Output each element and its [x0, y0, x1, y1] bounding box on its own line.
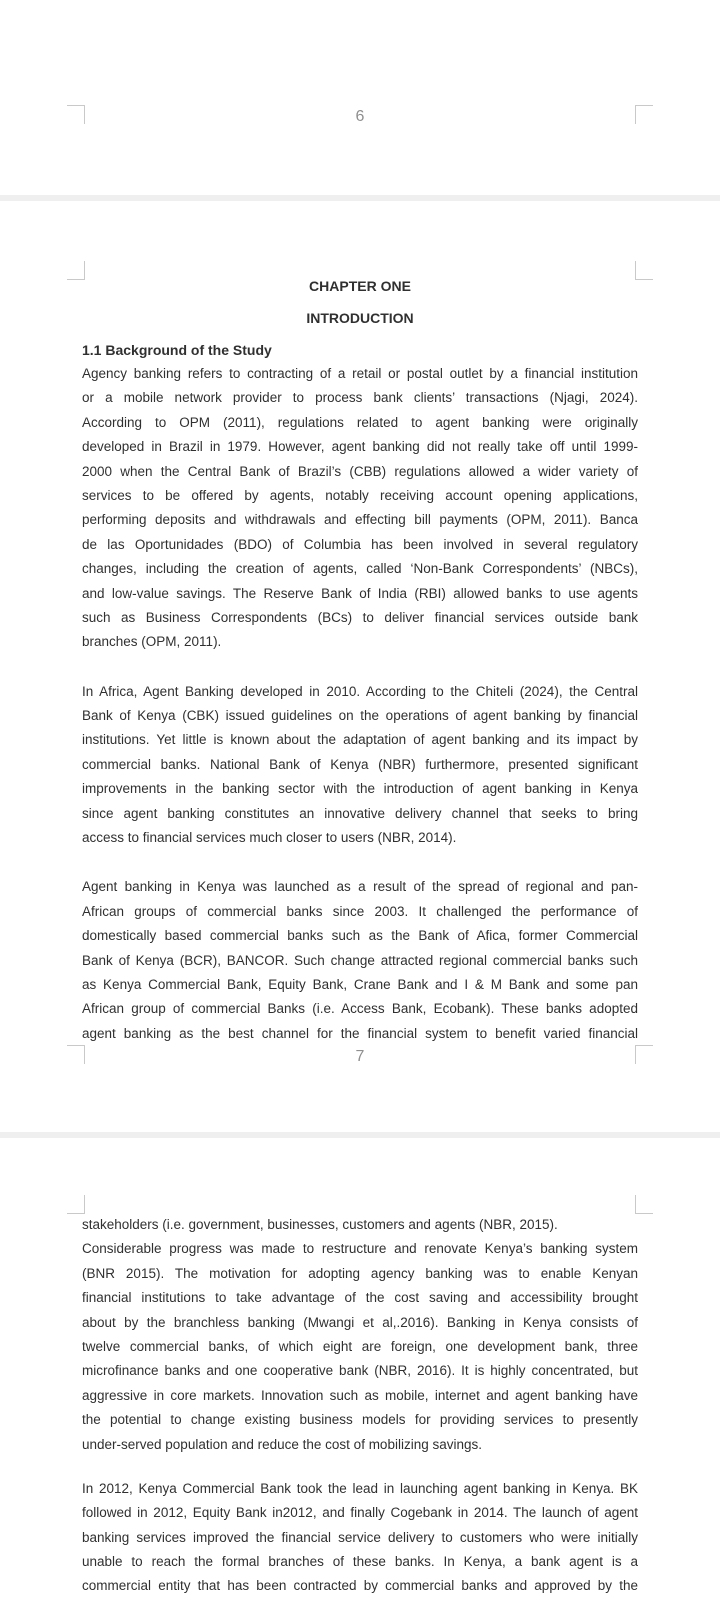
text-line: the potential to change existing business models for providing services to presently — [82, 1412, 638, 1428]
page-separator — [0, 195, 720, 201]
text-line: domestically based commercial banks such as the Bank of Afica, former Commercial — [82, 928, 638, 944]
paragraph — [82, 1237, 638, 1457]
text-line: African groups of commercial banks since 2003. It challenged the performance of — [82, 903, 638, 919]
text-line: Agency banking refers to contracting of a retail or postal outlet by a financial institution — [82, 366, 638, 381]
text-line: access to financial services much closer to users (NBR, 2014). — [82, 830, 457, 846]
text-line: banking services improved the financial service delivery to customers who were initially — [82, 1529, 638, 1545]
cropmark-top-left — [67, 1195, 85, 1214]
text-line: 2000 when the Central Bank of Brazil’s (CBB) regulations allowed a wider variety of — [82, 463, 638, 479]
text-line: stakeholders (i.e. government, businesses, customers and agents (NBR, 2015). — [82, 1217, 558, 1232]
paragraph — [82, 362, 638, 655]
text-line: such as Business Correspondents (BCs) to deliver financial services outside bank — [82, 609, 638, 625]
paragraph — [82, 680, 638, 851]
page-number: 6 — [355, 108, 365, 125]
section-heading: INTRODUCTION — [306, 310, 414, 326]
text-line: branches (OPM, 2011). — [82, 634, 222, 650]
text-line: changes, including the creation of agents, called ‘Non-Bank Correspondents’ (NBCs), — [82, 561, 638, 577]
text-line: services to be offered by agents, notably receiving account opening applications, — [82, 487, 638, 503]
text-line: microfinance banks and one cooperative bank (NBR, 2016). It is highly concentrated, but — [82, 1363, 638, 1379]
text-line: de las Oportunidades (BDO) of Columbia has been involved in several regulatory — [82, 536, 638, 552]
text-line: Considerable progress was made to restructure and renovate Kenya’s banking system — [82, 1241, 638, 1257]
page-separator — [0, 1132, 720, 1138]
text-line: commercial banks. National Bank of Kenya (NBR) furthermore, presented significant — [82, 756, 638, 772]
text-line: improvements in the banking sector with the introduction of agent banking in Kenya — [82, 781, 638, 797]
text-line: financial institutions to take advantage of the cost saving and accessibility brought — [82, 1290, 638, 1306]
text-line: In Africa, Agent Banking developed in 2010. According to the Chiteli (2024), the Central — [82, 683, 638, 699]
text-line: followed in 2012, Equity Bank in2012, and finally Cogebank in 2014. The launch of agent — [82, 1505, 638, 1521]
text-line: Bank of Kenya (BCR), BANCOR. Such change attracted regional commercial banks such — [82, 952, 638, 968]
text-line: aggressive in core markets. Innovation such as mobile, internet and agent banking have — [82, 1387, 638, 1403]
text-line: commercial entity that has been contracted by commercial banks and approved by the — [82, 1578, 638, 1594]
paragraph — [82, 1477, 638, 1599]
page-text-area — [82, 1213, 638, 1599]
text-line: developed in Brazil in 1979. However, agent banking did not really take off until 1999- — [82, 439, 638, 455]
text-line: or a mobile network provider to process bank clients’ transactions (Njagi, 2024). — [82, 390, 638, 406]
text-line: agent banking as the best channel for the financial system to benefit varied financial — [82, 1025, 638, 1041]
paragraph — [82, 1213, 638, 1237]
page-text-area — [82, 278, 638, 1046]
text-line: as Kenya Commercial Bank, Equity Bank, Crane Bank and I & M Bank and some pan — [82, 976, 638, 992]
text-line: twelve commercial banks, of which eight are foreign, one development bank, three — [82, 1338, 638, 1354]
chapter-heading: CHAPTER ONE — [309, 278, 411, 294]
text-line: performing deposits and withdrawals and effecting bill payments (OPM, 2011). Banca — [82, 512, 638, 528]
text-line: institutions. Yet little is known about the adaptation of agent banking and its impact by — [82, 732, 638, 748]
paragraph — [82, 875, 638, 1046]
page-number: 7 — [355, 1048, 365, 1065]
text-line: In 2012, Kenya Commercial Bank took the lead in launching agent banking in Kenya. BK — [82, 1480, 638, 1496]
text-line: African group of commercial Banks (i.e. Access Bank, Ecobank). These banks adopted — [82, 1001, 638, 1017]
text-line: about by the branchless banking (Mwangi et al,.2016). Banking in Kenya consists of — [82, 1314, 638, 1330]
cropmark-top-right — [635, 1195, 653, 1214]
text-line: since agent banking constitutes an innovative delivery channel that seeks to bring — [82, 805, 638, 821]
text-line: (BNR 2015). The motivation for adopting agency banking was to enable Kenyan — [82, 1265, 638, 1281]
text-line: and low-value savings. The Reserve Bank of India (RBI) allowed banks to use agents — [82, 585, 638, 601]
text-line: unable to reach the formal branches of these banks. In Kenya, a bank agent is a — [82, 1554, 638, 1570]
text-line: Agent banking in Kenya was launched as a result of the spread of regional and pan- — [82, 879, 638, 895]
subsection-heading: 1.1 Background of the Study — [82, 342, 272, 358]
text-line: Bank of Kenya (CBK) issued guidelines on the operations of agent banking by financial — [82, 708, 638, 724]
text-line: under-served population and reduce the cost of mobilizing savings. — [82, 1436, 482, 1452]
text-line: According to OPM (2011), regulations related to agent banking were originally — [82, 414, 638, 430]
